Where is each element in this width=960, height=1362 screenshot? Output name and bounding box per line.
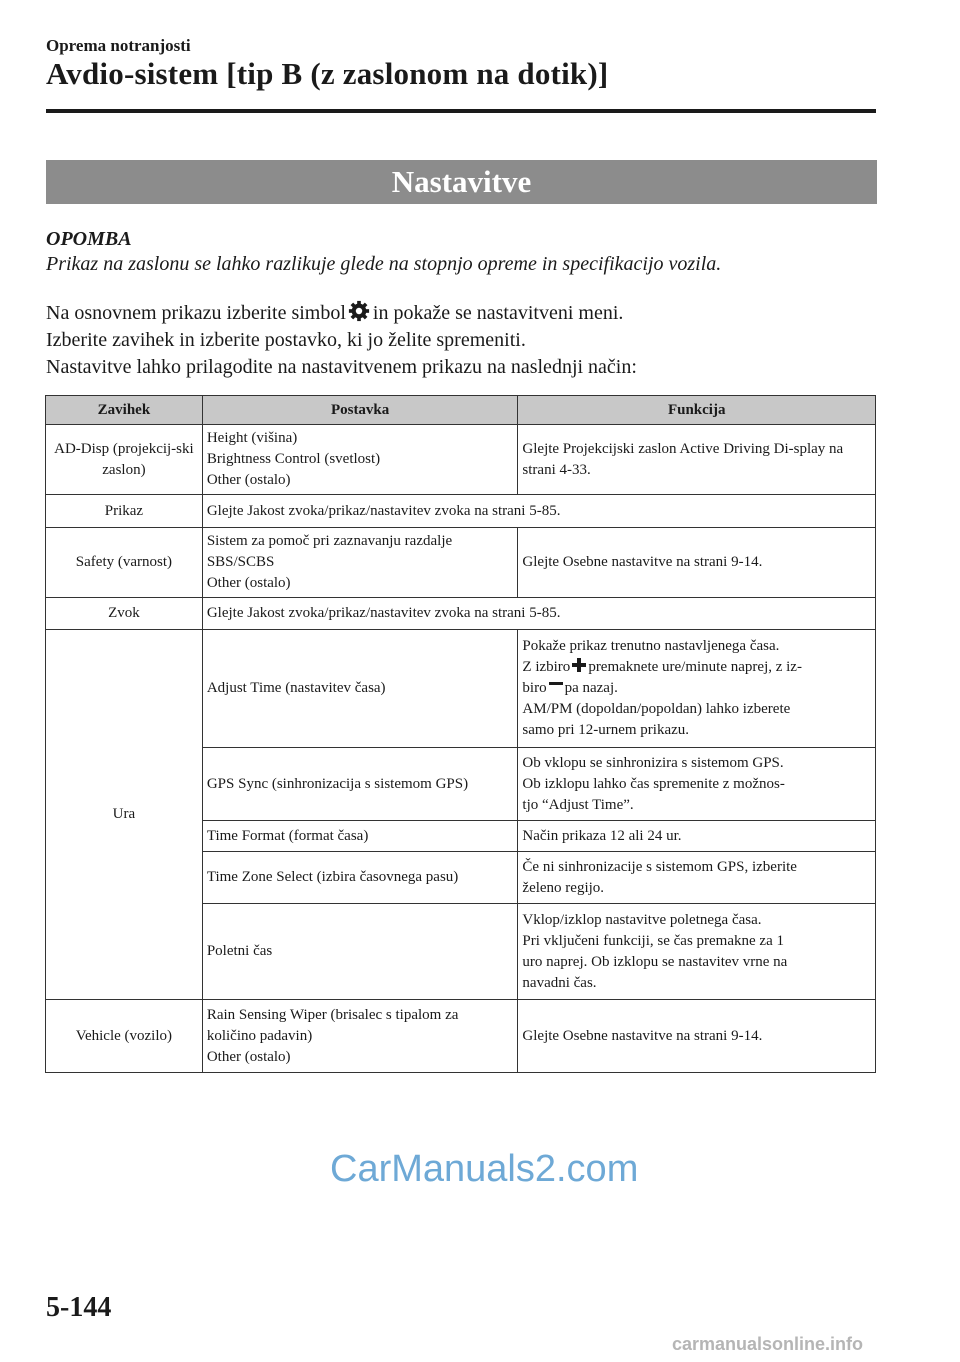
function-line: AM/PM (dopoldan/popoldan) lahko izberete (522, 701, 791, 717)
intro-line-3: Nastavitve lahko prilagodite na nastavitvenem prikazu na naslednji način: (46, 356, 637, 378)
function-cell: Glejte Projekcijski zaslon Active Driving Di-splay na strani 4-33. (518, 425, 876, 495)
item-line: količino padavin) (206, 1027, 313, 1044)
column-header-function: Funkcija (518, 396, 876, 425)
item-line: SBS/SCBS (206, 554, 275, 570)
item-cell (202, 1000, 518, 1073)
tab-cell: AD-Disp (projekcij-ski zaslon) (46, 425, 203, 495)
function-line: navadni čas. (522, 974, 597, 991)
function-line: samo pri 12-urnem prikazu. (522, 722, 690, 738)
section-banner: Nastavitve (46, 160, 877, 204)
function-cell (518, 630, 876, 748)
function-line: želeno regijo. (522, 879, 605, 896)
function-line: Vklop/izklop nastavitve poletnega časa. (522, 911, 762, 928)
function-text: biro (522, 680, 547, 696)
function-cell (518, 748, 876, 821)
tab-cell: Zvok (46, 598, 203, 630)
column-header-item: Postavka (202, 396, 518, 425)
function-cell: Način prikaza 12 ali 24 ur. (518, 821, 876, 852)
table-row (46, 598, 876, 630)
item-cell (202, 528, 518, 598)
page-title: Avdio-sistem [tip B (z zaslonom na dotik)] (46, 56, 609, 91)
function-cell: Glejte Jakost zvoka/prikaz/nastavitev zvoka na strani 5-85. (202, 495, 875, 528)
function-text: Z izbiro (522, 659, 571, 675)
table-row (46, 630, 876, 748)
function-line (522, 657, 871, 678)
item-line: Other (ostalo) (206, 1048, 291, 1065)
minus-icon (549, 679, 563, 693)
function-line: Pokaže prikaz trenutno nastavljenega časa. (522, 638, 780, 654)
intro-line-1 (46, 300, 637, 327)
table-row (46, 528, 876, 598)
tab-cell: Vehicle (vozilo) (46, 1000, 203, 1073)
function-line (522, 678, 871, 699)
intro-line-2: Izberite zavihek in izberite postavko, ki jo želite spremeniti. (46, 329, 526, 351)
watermark-logo: CarManuals2.com (330, 1148, 639, 1190)
function-cell: Glejte Osebne nastavitve na strani 9-14. (518, 1000, 876, 1073)
table-row (46, 1000, 876, 1073)
function-line: Pri vključeni funkciji, se čas premakne za 1 (522, 932, 784, 949)
function-line: uro naprej. Ob izklopu se nastavitev vrne na (522, 953, 788, 970)
note-text: Prikaz na zaslonu se lahko razlikuje glede na stopnjo opreme in specifikacijo vozila. (46, 253, 722, 275)
tab-cell: Ura (46, 630, 203, 1000)
table-header-row (46, 396, 876, 425)
item-line: Brightness Control (svetlost) (206, 451, 381, 467)
function-text: premaknete ure/minute naprej, z iz- (588, 659, 802, 675)
item-line: Other (ostalo) (206, 472, 291, 488)
function-cell: Glejte Jakost zvoka/prikaz/nastavitev zvoka na strani 5-85. (202, 598, 875, 630)
function-line: tjo “Adjust Time”. (522, 796, 634, 813)
intro-line-1-before: Na osnovnem prikazu izberite simbol (46, 302, 346, 324)
column-header-tab: Zavihek (46, 396, 203, 425)
function-text: pa nazaj. (564, 680, 618, 696)
intro-text (46, 300, 637, 381)
item-cell: GPS Sync (sinhronizacija s sistemom GPS) (202, 748, 518, 821)
function-line: Ob izklopu lahko čas spremenite z možnos- (522, 775, 785, 792)
intro-line-1-after: in pokaže se nastavitveni meni. (372, 302, 624, 324)
table-row (46, 425, 876, 495)
function-cell (518, 852, 876, 904)
section-label: Oprema notranjosti (46, 36, 191, 55)
tab-cell: Prikaz (46, 495, 203, 528)
item-cell: Time Zone Select (izbira časovnega pasu) (202, 852, 518, 904)
header-divider (46, 109, 876, 113)
table-row (46, 495, 876, 528)
note-heading: OPOMBA (46, 228, 132, 250)
tab-cell: Safety (varnost) (46, 528, 203, 598)
gear-icon (348, 300, 370, 322)
settings-table (45, 395, 876, 1073)
function-cell: Glejte Osebne nastavitve na strani 9-14. (518, 528, 876, 598)
function-line: Ob vklopu se sinhronizira s sistemom GPS. (522, 754, 784, 771)
item-cell: Poletni čas (202, 904, 518, 1000)
function-cell (518, 904, 876, 1000)
plus-icon (572, 658, 586, 672)
page-number: 5-144 (46, 1292, 112, 1323)
item-line: Rain Sensing Wiper (brisalec s tipalom za (206, 1006, 459, 1023)
watermark-footer: carmanualsonline.info (672, 1334, 864, 1354)
item-cell: Adjust Time (nastavitev časa) (202, 630, 518, 748)
function-line: Če ni sinhronizacije s sistemom GPS, izberite (522, 858, 797, 875)
item-line: Height (višina) (206, 430, 298, 446)
item-cell: Time Format (format časa) (202, 821, 518, 852)
item-line: Other (ostalo) (206, 575, 291, 591)
item-line: Sistem za pomoč pri zaznavanju razdalje (206, 533, 453, 549)
item-cell (202, 425, 518, 495)
